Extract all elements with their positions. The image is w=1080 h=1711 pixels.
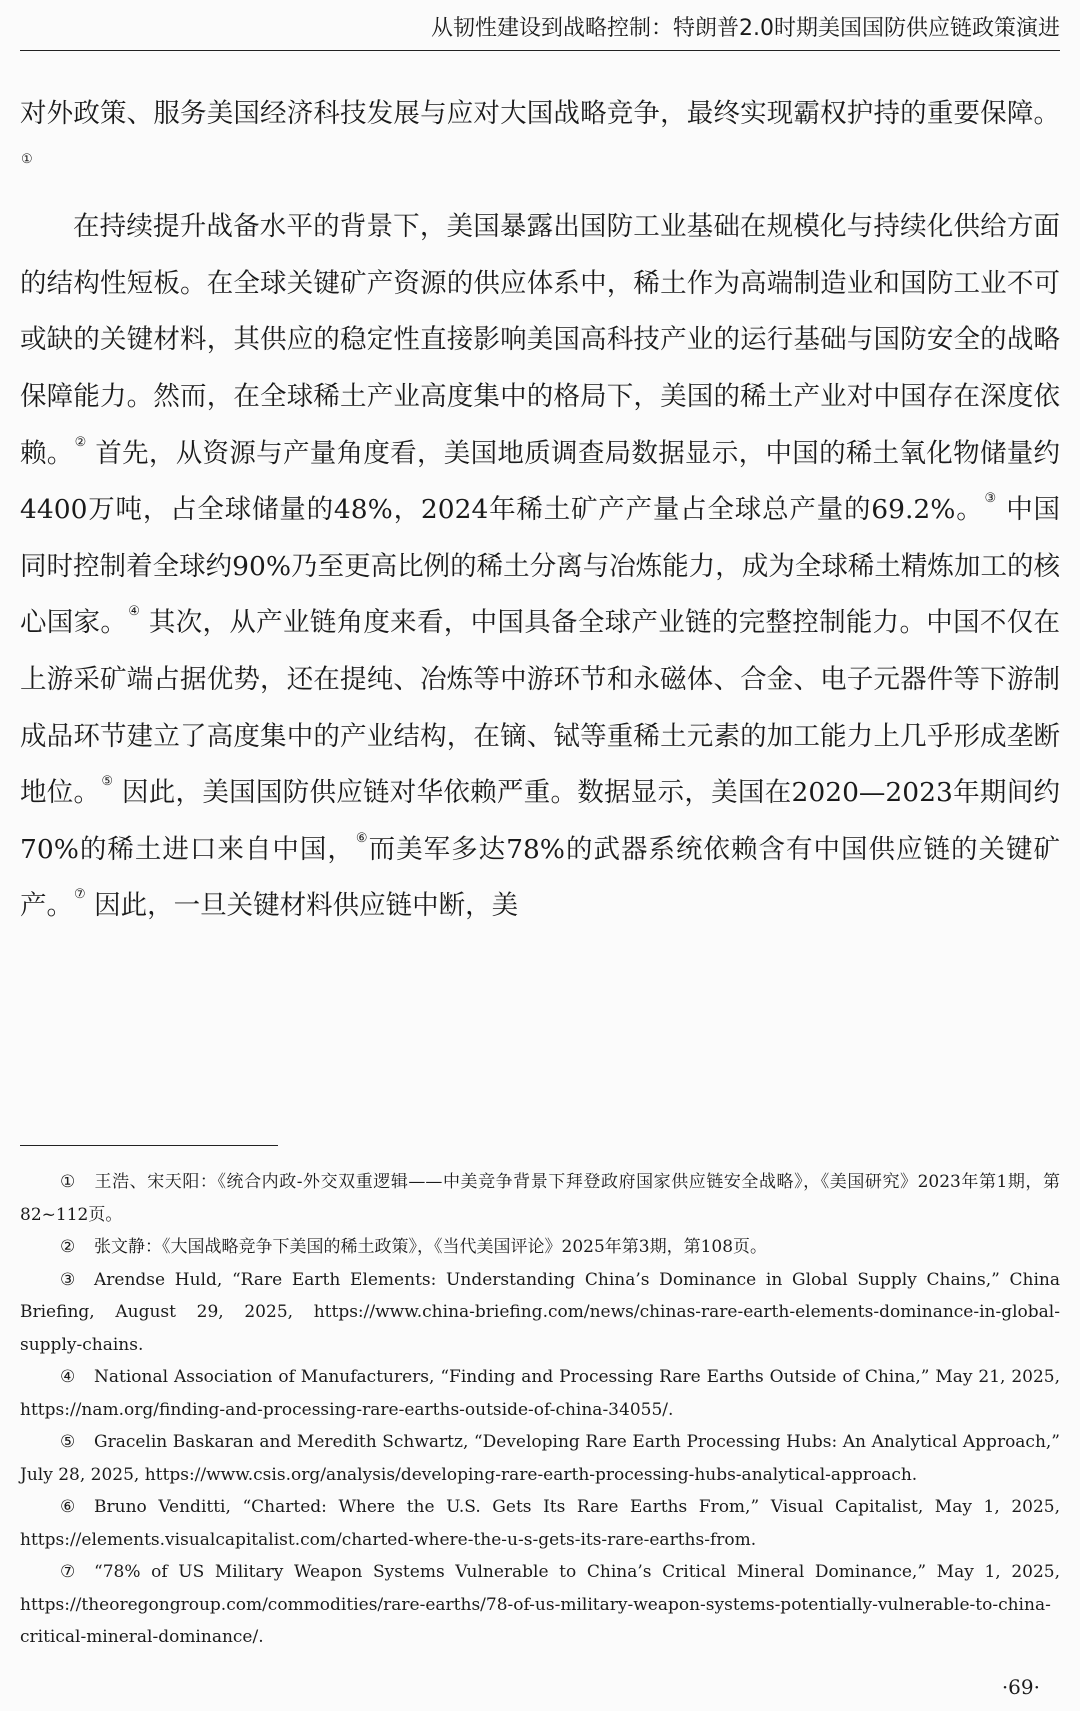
footnote-3-text: Arendse Huld, “Rare Earth Elements: Understanding China’s Dominance in Global Supply Chains,” China Briefing, August 29, 2025, https://www.china-briefing.com/news/chinas-rare-earth-elements-dominance-in-global-supply-chains. [20, 1269, 1060, 1355]
paragraph-2-sentence-7: 因此，一旦关键材料供应链中断，美 [85, 890, 519, 922]
footnote-ref-3[interactable]: ③ [984, 491, 997, 507]
footnote-ref-7[interactable]: ⑦ [74, 887, 86, 903]
footnote-1-mark: ① [60, 1172, 76, 1192]
footnote-1-text: 王浩、宋天阳：《统合内政-外交双重逻辑——中美竞争背景下拜登政府国家供应链安全战略》，《美国研究》2023年第1期，第82~112页。 [20, 1172, 1060, 1225]
footnote-2-mark: ② [60, 1237, 76, 1257]
footnote-2-text: 张文静：《大国战略竞争下美国的稀土政策》，《当代美国评论》2025年第3期，第108页。 [94, 1237, 768, 1257]
footnote-1 [20, 1166, 1060, 1231]
footnote-2 [20, 1231, 1060, 1264]
footnote-7-mark: ⑦ [60, 1562, 76, 1582]
footnote-5-text: Gracelin Baskaran and Meredith Schwartz, “Developing Rare Earth Processing Hubs: An Analytical Approach,” July 28, 2025, https://www.csis.org/analysis/developing-rare-earth-processing-hubs-analytical-approach. [20, 1432, 1060, 1485]
footnote-ref-6[interactable]: ⑥ [355, 830, 369, 846]
paragraph-2-sentence-5: 因此，美国国防供应链对华依赖严重。数据显示，美国在2020—2023年期间约70%的稀土进口来自中国， [20, 777, 1060, 865]
paragraph-2-sentence-4: 其次，从产业链角度来看，中国具备全球产业链的完整控制能力。中国不仅在上游采矿端占据优势，还在提纯、冶炼等中游环节和永磁体、合金、电子元器件等下游制成品环节建立了高度集中的产业结构，在镝、铽等重稀土元素的加工能力上几乎形成垄断地位。 [20, 607, 1061, 809]
paragraph-1 [20, 86, 1060, 199]
footnote-ref-5[interactable]: ⑤ [101, 774, 114, 790]
page-number: ·69· [1001, 1675, 1040, 1699]
footnote-3 [20, 1264, 1060, 1362]
paragraph-2-sentence-1: 在持续提升战备水平的背景下，美国暴露出国防工业基础在规模化与持续化供给方面的结构性短板。在全球关键矿产资源的供应体系中，稀土作为高端制造业和国防工业不可或缺的关键材料，其供应的稳定性直接影响美国高科技产业的运行基础与国防安全的战略保障能力。然而，在全球稀土产业高度集中的格局下，美国的稀土产业对中国存在深度依赖。 [20, 211, 1060, 469]
footnote-3-mark: ③ [60, 1269, 76, 1290]
paragraph-2-sentence-3: 中国同时控制着全球约90%乃至更高比例的稀土分离与冶炼能力，成为全球稀土精炼加工的核心国家。 [20, 494, 1060, 639]
footnotes [20, 1166, 1060, 1654]
footnote-4 [20, 1361, 1060, 1426]
footnote-ref-1[interactable]: ① [21, 151, 33, 167]
footnote-7-text: “78% of US Military Weapon Systems Vulnerable to China’s Critical Mineral Dominance,” May 1, 2025, https://theoregongroup.com/commodities/rare-earths/78-of-us-military-weapon-systems-potentially-vulnerable-to-china-critical-mineral-dominance/. [20, 1562, 1060, 1647]
main-text [20, 86, 1060, 935]
footnote-divider [20, 1145, 278, 1146]
footnote-4-text: National Association of Manufacturers, “Finding and Processing Rare Earths Outside of China,” May 21, 2025, https://nam.org/finding-and-processing-rare-earths-outside-of-china-34055/. [20, 1367, 1060, 1420]
paragraph-2 [20, 199, 1060, 935]
paragraph-1-text: 对外政策、服务美国经济科技发展与应对大国战略竞争，最终实现霸权护持的重要保障。 [20, 98, 1060, 129]
paragraph-2-sentence-2: 首先，从资源与产量角度看，美国地质调查局数据显示，中国的稀土氧化物储量约4400万吨，占全球储量的48%，2024年稀土矿产产量占全球总产量的69.2%。 [20, 437, 1061, 526]
paragraph-2-sentence-6: 而美军多达78%的武器系统依赖含有中国供应链的关键矿产。 [20, 833, 1060, 922]
footnote-5 [20, 1426, 1060, 1491]
footnote-6-mark: ⑥ [60, 1497, 76, 1517]
footnote-ref-2[interactable]: ② [74, 434, 87, 450]
footnote-4-mark: ④ [60, 1367, 76, 1387]
footnote-5-mark: ⑤ [60, 1432, 76, 1452]
running-header [20, 14, 1060, 51]
footnote-6 [20, 1491, 1060, 1556]
running-title: 从韧性建设到战略控制：特朗普2.0时期美国国防供应链政策演进 [431, 16, 1060, 41]
footnote-ref-4[interactable]: ④ [128, 604, 141, 620]
footnote-7 [20, 1556, 1060, 1654]
footnote-6-text: Bruno Venditti, “Charted: Where the U.S. Gets Its Rare Earths From,” Visual Capitalist, May 1, 2025, https://elements.visualcapitalist.com/charted-where-the-u-s-gets-its-rare-earths-from. [20, 1497, 1060, 1550]
